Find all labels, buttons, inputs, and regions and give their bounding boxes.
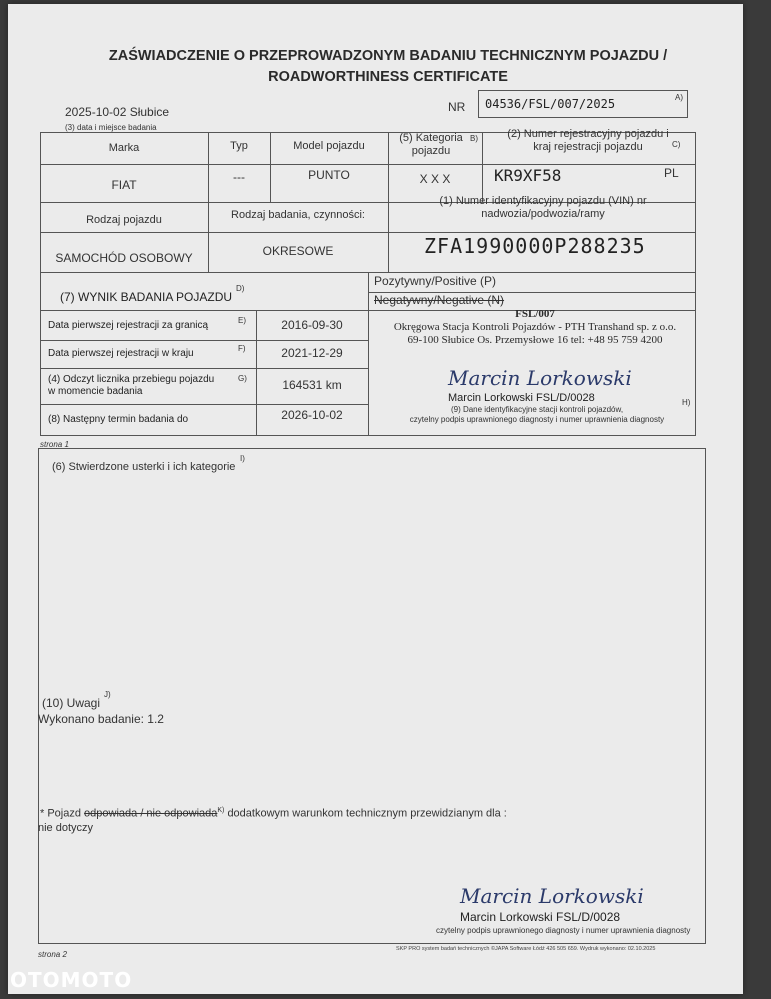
defects-box bbox=[38, 448, 706, 944]
date-row-mark: G) bbox=[238, 374, 247, 383]
nr-value: 04536/FSL/007/2025 bbox=[485, 97, 616, 111]
mark-i: I) bbox=[240, 454, 245, 463]
date-row-label: Data pierwszej rejestracji w kraju bbox=[48, 348, 194, 359]
result-positive: Pozytywny/Positive (P) bbox=[374, 274, 497, 288]
mark-c: C) bbox=[672, 140, 681, 149]
mark-k: K) bbox=[217, 807, 225, 814]
defects-label: (6) Stwierdzone usterki i ich kategorie bbox=[52, 461, 236, 473]
title-polish: ZAŚWIADCZENIE O PRZEPROWADZONYM BADANIU TECHNICZNYM POJAZDU / bbox=[108, 48, 668, 64]
mark-a: A) bbox=[675, 93, 683, 102]
result-negative: Negatywny/Negative (N) bbox=[374, 293, 505, 307]
page-number-2: strona 2 bbox=[38, 950, 67, 959]
label-rodzaj-pojazdu: Rodzaj pojazdu bbox=[86, 214, 162, 226]
footer-software: SKP PRO system badań technicznych ©JAPA Software Łódź 426 505 659. Wydruk wykonano: 02.10.2025 bbox=[396, 946, 656, 952]
bottom-signature: Marcin Lorkowski bbox=[460, 884, 644, 908]
condition-value: nie dotyczy bbox=[38, 822, 94, 834]
condition-suffix: dodatkowym warunkom technicznym przewidzianym dla : bbox=[227, 807, 507, 820]
value-kategoria: X X X bbox=[419, 172, 451, 186]
remarks-label: (10) Uwagi bbox=[42, 696, 101, 710]
station-signature: Marcin Lorkowski bbox=[448, 366, 632, 390]
date-place-caption: (3) data i miejsce badania bbox=[65, 123, 157, 132]
header-typ: Typ bbox=[230, 140, 248, 152]
mark-j: J) bbox=[104, 690, 111, 699]
date-row-value: 2026-10-02 bbox=[281, 408, 343, 422]
station-caption-line1: (9) Dane identyfikacyjne stacji kontroli pojazdów, bbox=[450, 405, 624, 414]
mark-d: D) bbox=[236, 284, 245, 293]
mark-b: B) bbox=[470, 134, 478, 143]
result-label: (7) WYNIK BADANIA POJAZDU bbox=[60, 290, 233, 304]
station-caption-line2: czytelny podpis uprawnionego diagnosty i numer uprawnienia diagnosty bbox=[409, 415, 665, 424]
remarks-text: Wykonano badanie: 1.2 bbox=[38, 712, 164, 726]
page-number-1: strona 1 bbox=[40, 440, 69, 449]
value-rodzaj-badania: OKRESOWE bbox=[262, 244, 334, 258]
label-rodzaj-badania: Rodzaj badania, czynności: bbox=[231, 209, 365, 221]
label-vin: (1) Numer identyfikacyjny pojazdu (VIN) nr nadwozia/podwozia/ramy bbox=[439, 195, 647, 220]
nr-box bbox=[478, 90, 688, 118]
certificate-title bbox=[48, 46, 728, 88]
value-rodzaj-pojazdu: SAMOCHÓD OSOBOWY bbox=[55, 251, 193, 265]
header-marka: Marka bbox=[108, 142, 140, 154]
condition-line bbox=[40, 807, 507, 820]
station-signature-printed: Marcin Lorkowski FSL/D/0028 bbox=[448, 392, 595, 404]
date-row-mark: F) bbox=[238, 344, 246, 353]
header-kategoria: (5) Kategoria pojazdu bbox=[399, 132, 463, 157]
title-english: ROADWORTHINESS CERTIFICATE bbox=[268, 69, 508, 85]
header-model: Model pojazdu bbox=[293, 140, 365, 152]
date-row-value: 2021-12-29 bbox=[281, 346, 343, 360]
stamp-line2: 69-100 Słubice Os. Przemysłowe 16 tel: +48 95 759 4200 bbox=[407, 334, 663, 346]
value-vin: ZFA1990000P288235 bbox=[424, 234, 646, 258]
date-row-label: (4) Odczyt licznika przebiegu pojazdu w momencie badania bbox=[48, 374, 215, 397]
date-place: 2025-10-02 Słubice bbox=[65, 105, 170, 119]
otomoto-watermark: OTOMOTO bbox=[10, 968, 133, 992]
header-numer-rej: (2) Numer rejestracyjny pojazdu i kraj rejestracji pojazdu bbox=[507, 128, 669, 153]
date-row-label: Data pierwszej rejestracji za granicą bbox=[48, 320, 209, 331]
date-row-value: 2016-09-30 bbox=[281, 318, 343, 332]
certificate-paper bbox=[8, 4, 743, 994]
station-stamp bbox=[374, 308, 696, 347]
nr-label: NR bbox=[448, 100, 466, 114]
condition-prefix: * Pojazd bbox=[40, 807, 81, 820]
station-signature-caption bbox=[378, 405, 696, 425]
value-model: PUNTO bbox=[308, 168, 350, 182]
date-row-mark: E) bbox=[238, 316, 246, 325]
condition-struck: odpowiada / nie odpowiada bbox=[84, 807, 218, 820]
value-numer-rej: KR9XF58 bbox=[494, 166, 562, 185]
bottom-signature-printed: Marcin Lorkowski FSL/D/0028 bbox=[460, 910, 621, 924]
stamp-code: FSL/007 bbox=[515, 308, 555, 320]
stamp-line1: Okręgowa Stacja Kontroli Pojazdów - PTH Transhand sp. z o.o. bbox=[393, 321, 677, 333]
mark-h: H) bbox=[682, 398, 691, 407]
value-kraj: PL bbox=[664, 166, 679, 180]
bottom-signature-caption: czytelny podpis uprawnionego diagnosty i numer uprawnienia diagnosty bbox=[436, 926, 691, 935]
date-row-label: (8) Następny termin badania do bbox=[48, 414, 189, 425]
date-row-value: 164531 km bbox=[282, 378, 342, 392]
value-typ: --- bbox=[233, 170, 245, 184]
value-marka: FIAT bbox=[111, 178, 137, 192]
